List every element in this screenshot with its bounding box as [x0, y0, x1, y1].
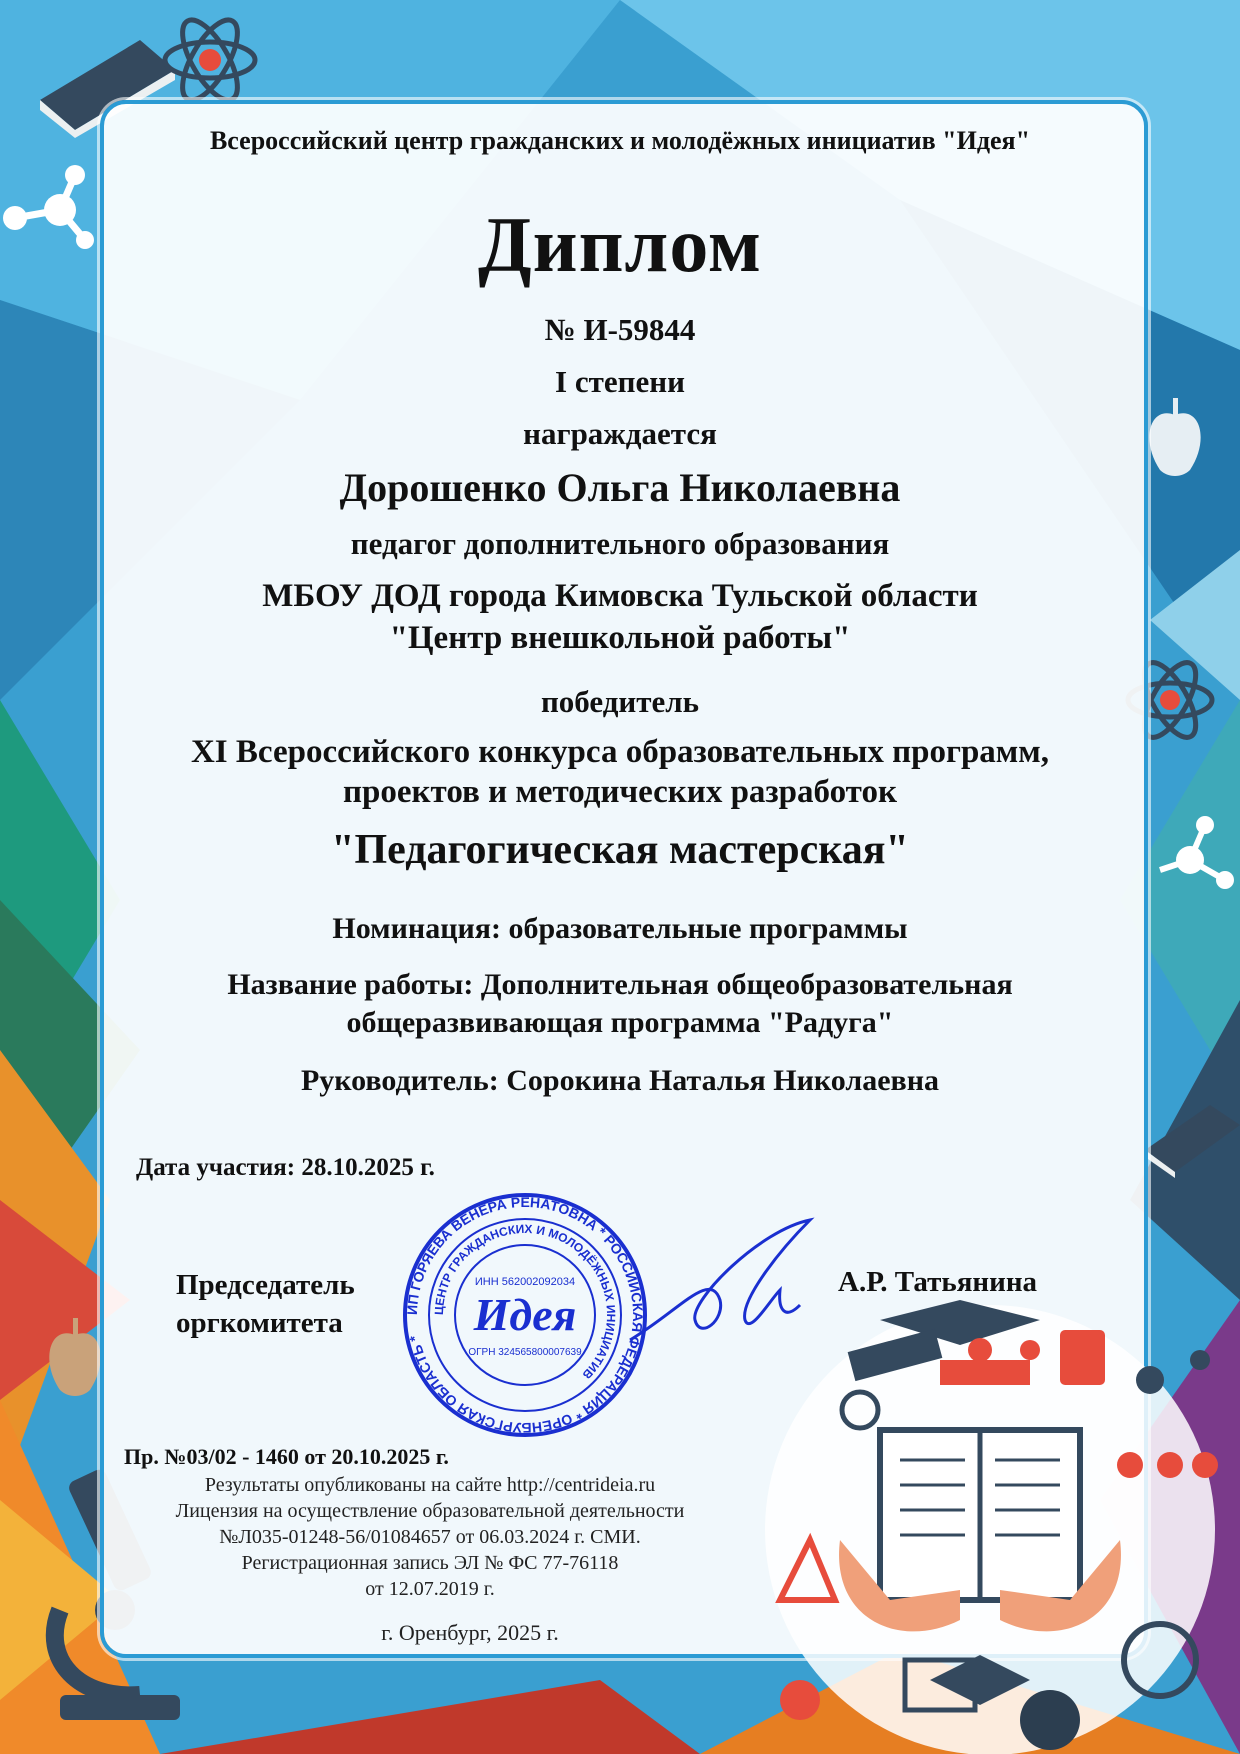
order-number: Пр. №03/02 - 1460 от 20.10.2025 г. [124, 1444, 449, 1469]
institution-line-2: "Центр внешкольной работы" [389, 620, 851, 656]
diploma-degree: I степени [555, 364, 685, 399]
molecule-icon-right [1150, 810, 1240, 910]
organization-stamp [400, 1190, 650, 1440]
stamp-outer-text: ИП ГОРЯЕВА ВЕНЕРА РЕНАТОВНА * РОССИЙСКАЯ ФЕДЕРАЦИЯ * ОРЕНБУРГСКАЯ ОБЛАСТЬ * [403, 1193, 647, 1437]
stamp-ogrn: ОГРН 324565800007639 [468, 1347, 582, 1358]
chair-line-2: оргкомитета [176, 1307, 343, 1339]
recipient-name: Дорошенко Ольга Николаевна [339, 465, 901, 510]
diploma-number: № И-59844 [544, 312, 696, 347]
diploma-title: Диплом [478, 201, 762, 288]
supervisor: Руководитель: Сорокина Наталья Николаевна [300, 1064, 940, 1097]
info-line-1: Результаты опубликованы на сайте http://centrideia.ru [204, 1474, 656, 1496]
awarded-label: награждается [523, 416, 717, 451]
molecule-icon [0, 160, 100, 260]
contest-line-1: XI Всероссийского конкурса образовательных программ, [190, 734, 1050, 770]
winner-status: победитель [540, 684, 700, 719]
participation-date: Дата участия: 28.10.2025 г. [136, 1154, 435, 1181]
stamp-inner-text: ЦЕНТР ГРАЖДАНСКИХ И МОЛОДЁЖНЫХ ИНИЦИАТИВ [431, 1221, 619, 1382]
info-line-4: Регистрационная запись ЭЛ № ФС 77-76118 [241, 1552, 619, 1574]
contest-line-2: проектов и методических разработок [343, 774, 897, 810]
apple-icon [1140, 390, 1210, 480]
recipient-position: педагог дополнительного образования [350, 526, 890, 561]
contest-name: "Педагогическая мастерская" [331, 827, 909, 873]
education-illustration [730, 1300, 1230, 1754]
work-title-line-1: Название работы: Дополнительная общеобразовательная [227, 968, 1013, 1001]
nomination: Номинация: образовательные программы [332, 912, 908, 945]
chair-title [176, 1266, 355, 1342]
signer-name: А.Р. Татьянина [838, 1266, 1038, 1298]
organization-name: Всероссийский центр гражданских и молодёжных инициатив "Идея" [209, 126, 1031, 155]
info-line-5: от 12.07.2019 г. [365, 1578, 495, 1600]
info-line-3: №Л035-01248-56/01084657 от 06.03.2024 г. СМИ. [219, 1526, 641, 1548]
institution-line-1: МБОУ ДОД города Кимовска Тульской области [262, 578, 978, 614]
chair-line-1: Председатель [176, 1269, 355, 1301]
work-title-line-2: общеразвивающая программа "Радуга" [346, 1006, 894, 1039]
atom-icon [160, 10, 260, 110]
stamp-center-text: Идея [473, 1289, 577, 1340]
stamp-inn: ИНН 562002092034 [474, 1276, 576, 1288]
info-line-2: Лицензия на осуществление образовательной деятельности [175, 1500, 685, 1522]
book-icon-right [1140, 1100, 1240, 1180]
city-year: г. Оренбург, 2025 г. [381, 1620, 559, 1645]
